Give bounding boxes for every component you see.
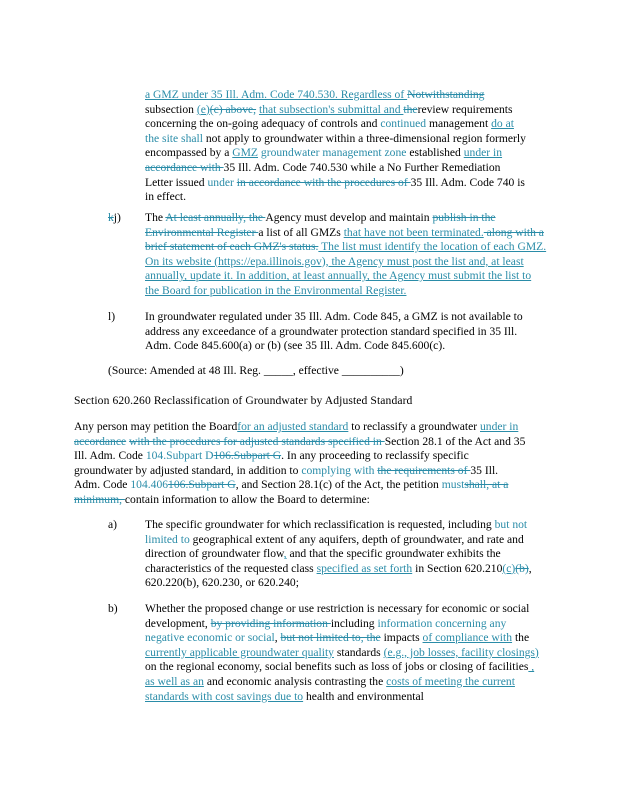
section-intro: Any person may petition the Boardfor an adjusted standard to reclassify a groundwater under in accordance with the procedures for adjusted standards specified in Section 28.1 of the Act and 35 Ill. Adm. Code 104.Subpart D106.Subpart G. In any proceeding to reclassify specific groundwater by adjusted standard, in addition to complying with the requirements of 35 Ill. Adm. Code 104.406106.Subpart G, and Section 28.1(c) of the Act, the petition mustshall, at a minimum, contain information to allow the Board to determine: (74, 420, 526, 506)
paragraph-b-label: b) (108, 602, 118, 615)
paragraph-l-label: l) (108, 310, 116, 323)
paragraph-j-continuation: a GMZ under 35 Ill. Adm. Code 740.530. Regardless of Notwithstanding subsection (e)(c) above, that subsection's submittal and thereview requirements concerning the on-going adequacy of controls and continued management do at the site shall not apply to groundwater within a three-dimensional region formerly encompassed by a GMZ groundwater management zone established under in accordance with 35 Ill. Adm. Code 740.530 while a No Further Remediation Letter issued under in accordance with the procedures of 35 Ill. Adm. Code 740 is in effect. (145, 88, 526, 204)
paragraph-l: In groundwater regulated under 35 Ill. Adm. Code 845, a GMZ is not available to address any exceedance of a groundwater protection standard specified in 35 Ill. Adm. Code 845.600(a) or (b) (see 35 Ill. Adm. Code 845.600(c). (145, 310, 523, 353)
source-note: (Source: Amended at 48 Ill. Reg. _____, effective __________) (108, 364, 404, 377)
paragraph-a: The specific groundwater for which reclassification is requested, including but not limited to geographical extent of any aquifers, depth of groundwater, and rate and direction of groundwater flow, and that the specific groundwater exhibits the characteristics of the requested class specified as set forth in Section 620.210(c)(b), 620.220(b), 620.230, or 620.240; (145, 518, 532, 590)
j-ins-1: a GMZ under 35 Ill. Adm. Code 740.530. Regardless of (145, 88, 408, 101)
paragraph-b: Whether the proposed change or use restriction is necessary for economic or social development, by providing information including information concerning any negative economic or social, but not limited to, the impacts of compliance with the currently applicable groundwater quality standards (e.g., job losses, facility closings) on the regional economy, social benefits such as loss of jobs or closing of facilities , as well as an and economic analysis contrasting the costs of meeting the current standards with cost savings due to health and environmental (145, 602, 539, 703)
paragraph-a-label: a) (108, 518, 118, 531)
section-heading: Section 620.260 Reclassification of Groundwater by Adjusted Standard (74, 394, 413, 407)
paragraph-k-label: kj) (108, 211, 121, 224)
j-del-1: Notwithstanding (407, 88, 485, 101)
paragraph-k: The At least annually, the Agency must develop and maintain publish in the Environmental Register a list of all GMZs that have not been terminated. along with a brief statement of each GMZ's status. The list must identify the location of each GMZ. On its website (https://epa.illinois.gov), the Agency must post the list and, at least annually, update it. In addition, at least annually, the Agency must submit the list to the Board for publication in the Environmental Register. (145, 211, 547, 297)
